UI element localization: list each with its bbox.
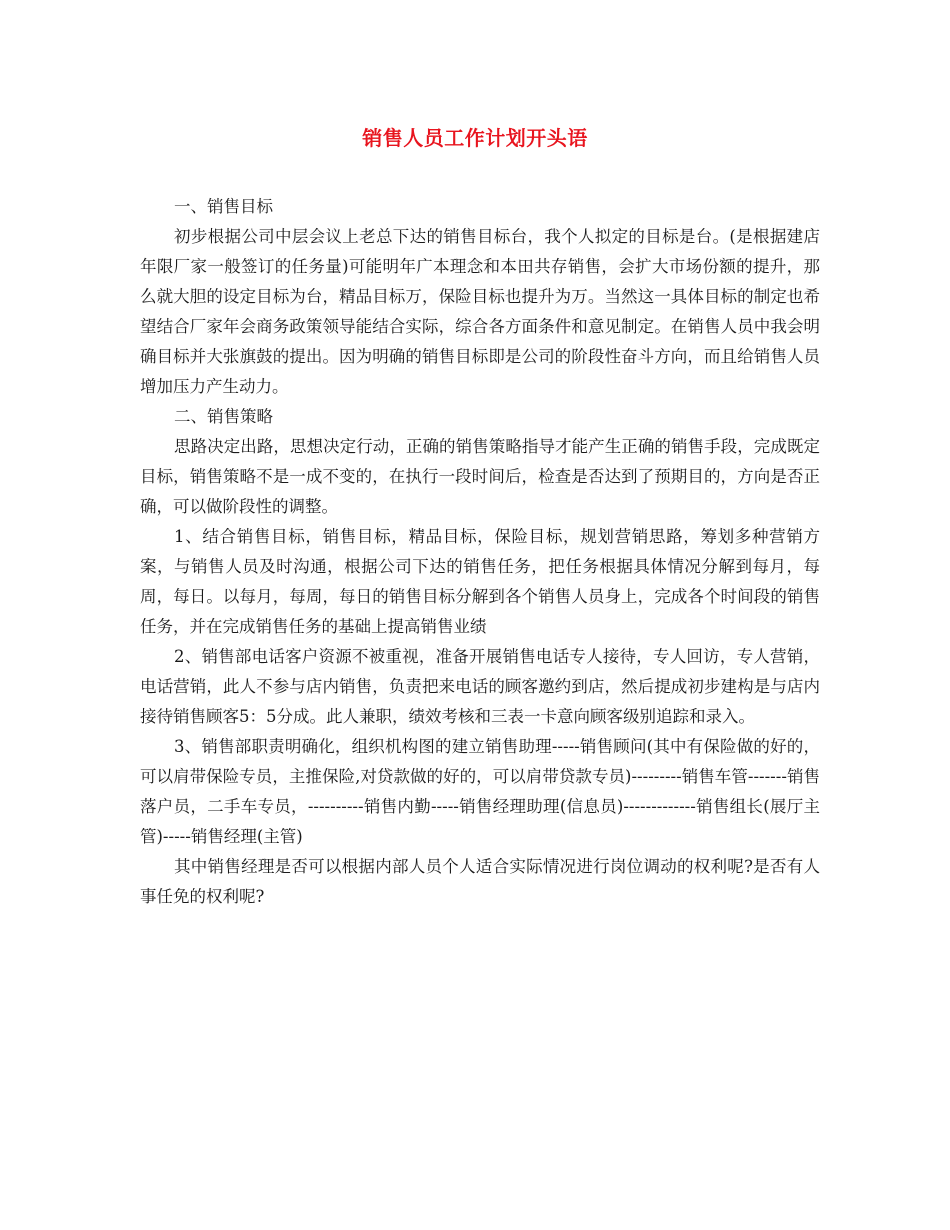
paragraph-strategy-item-2: 2、销售部电话客户资源不被重视，准备开展销售电话专人接待，专人回访，专人营销，电话营销，此人不参与店内销售，负责把来电话的顾客邀约到店，然后提成初步建构是与店内接待销售顾客5：5分成。此人兼职，绩效考核和三表一卡意向顾客级别追踪和录入。 (140, 647, 820, 726)
paragraph-strategy-item-1: 1、结合销售目标，销售目标，精品目标，保险目标，规划营销思路，筹划多种营销方案，与销售人员及时沟通，根据公司下达的销售任务，把任务根据具体情况分解到每月，每周，每日。以每月，每周，每日的销售目标分解到各个销售人员身上，完成各个时间段的销售任务，并在完成销售任务的基础上提高销售业绩 (140, 527, 820, 636)
document-title: 销售人员工作计划开头语 (362, 126, 588, 150)
paragraph-strategy-item-3: 3、销售部职责明确化，组织机构图的建立销售助理-----销售顾问(其中有保险做的好的，可以肩带保险专员，主推保险,对贷款做的好的，可以肩带贷款专员)---------销售车管-------销售落户员，二手车专员，----------销售内勤-----销售经理助理(信息员)-------------销售组长(展厅主管)-----销售经理(主管) (140, 737, 820, 846)
section-heading-sales-strategy: 二、销售策略 (174, 407, 273, 426)
paragraph-manager-rights: 其中销售经理是否可以根据内部人员个人适合实际情况进行岗位调动的权利呢?是否有人事任免的权利呢? (140, 857, 820, 906)
paragraph-sales-target: 初步根据公司中层会议上老总下达的销售目标台，我个人拟定的目标是台。(是根据建店年限厂家一般签订的任务量)可能明年广本理念和本田共存销售，会扩大市场份额的提升，那么就大胆的设定目标为台，精品目标万，保险目标也提升为万。当然这一具体目标的制定也希望结合厂家年会商务政策领导能结合实际，综合各方面条件和意见制定。在销售人员中我会明确目标并大张旗鼓的提出。因为明确的销售目标即是公司的阶段性奋斗方向，而且给销售人员增加压力产生动力。 (140, 227, 820, 396)
document-body (140, 192, 820, 912)
paragraph-sales-strategy: 思路决定出路，思想决定行动，正确的销售策略指导才能产生正确的销售手段，完成既定目标，销售策略不是一成不变的，在执行一段时间后，检查是否达到了预期目的，方向是否正确，可以做阶段性的调整。 (140, 437, 820, 516)
section-heading-sales-target: 一、销售目标 (174, 197, 273, 216)
